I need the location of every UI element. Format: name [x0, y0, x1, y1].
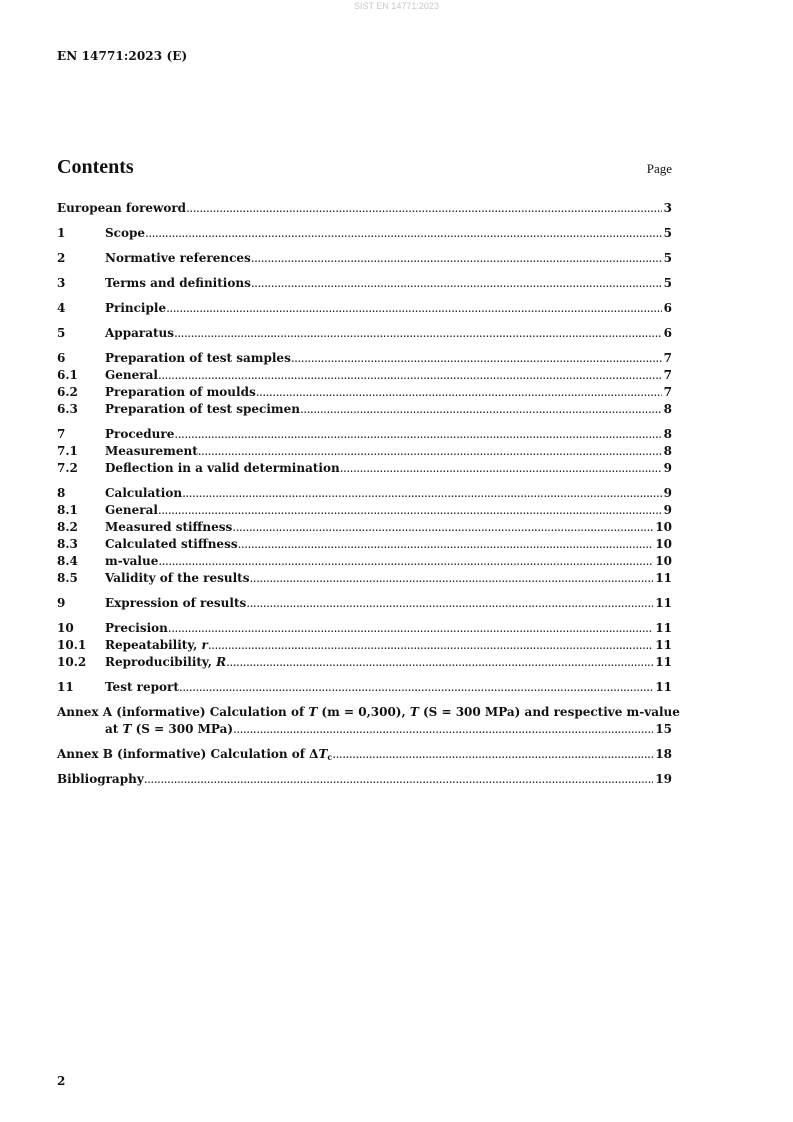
dot-leader	[166, 300, 662, 317]
annex-a-title-mid: (m = 0,300),	[317, 705, 410, 719]
toc-section-number: 9	[57, 596, 66, 610]
toc-entry-title: Calculation	[105, 486, 183, 500]
toc-section-number: 7.1	[57, 444, 78, 458]
toc-entry-title-wrap	[105, 460, 340, 477]
toc-entry[interactable]	[57, 679, 672, 696]
toc-page-number: 9	[663, 503, 672, 517]
toc-entry-title-wrap	[105, 401, 300, 418]
toc-entry-title: Principle	[105, 301, 167, 315]
toc-entry-title-wrap	[105, 325, 174, 342]
toc-entry[interactable]	[57, 620, 672, 637]
toc-entry-title-wrap	[57, 200, 186, 217]
toc-entry-title: Bibliography	[57, 772, 144, 786]
toc-page-number: 7	[663, 351, 672, 365]
toc-entry-title: General	[105, 503, 158, 517]
dot-leader	[291, 350, 662, 367]
annex-a-title-end: (S = 300 MPa) and respective m-value	[418, 705, 680, 719]
toc-section-number: 10.1	[57, 638, 87, 652]
toc-entry[interactable]	[57, 275, 672, 292]
toc-page-number: 11	[655, 680, 672, 694]
toc-section-number: 7	[57, 427, 66, 441]
page-number: 2	[57, 1074, 66, 1088]
toc-entry-title-wrap	[105, 225, 145, 242]
toc-entry-title: Apparatus	[105, 326, 174, 340]
toc-page-number: 6	[663, 326, 672, 340]
annex-a-symbol-t: T	[409, 705, 419, 719]
toc-entry-symbol: r	[201, 638, 208, 652]
toc-entry-title-wrap	[105, 620, 168, 637]
toc-page-number: 9	[663, 486, 672, 500]
toc-section-number: 2	[57, 251, 66, 265]
dot-leader	[249, 570, 653, 587]
annex-b-title-prefix: Annex B (informative) Calculation of Δ	[57, 747, 319, 761]
toc-entry-title-wrap	[105, 485, 182, 502]
toc-entry[interactable]	[57, 485, 672, 502]
toc-page-number: 11	[655, 621, 672, 635]
toc-entry-title-wrap	[105, 367, 158, 384]
contents-title: Contents	[57, 156, 134, 178]
toc-entry-title: Precision	[105, 621, 168, 635]
toc-entry[interactable]	[57, 553, 672, 570]
dot-leader	[232, 519, 653, 536]
toc-section-number: 8.5	[57, 571, 78, 585]
dot-leader	[238, 536, 654, 553]
toc-section-number: 6.3	[57, 402, 78, 416]
toc-page-number: 3	[663, 201, 672, 215]
toc-section-number: 8.2	[57, 520, 78, 534]
dot-leader	[246, 595, 653, 612]
toc-page-number: 5	[663, 251, 672, 265]
toc-page-number: 11	[655, 638, 672, 652]
toc-page-number: 5	[663, 226, 672, 240]
toc-entry-title-wrap	[105, 300, 166, 317]
toc-section-number: 8	[57, 486, 66, 500]
toc-section-number: 6.2	[57, 385, 78, 399]
dot-leader	[251, 250, 662, 267]
toc-entry-title-wrap	[105, 350, 291, 367]
toc-entry[interactable]	[57, 401, 672, 418]
dot-leader	[332, 746, 653, 763]
toc-entry[interactable]	[57, 595, 672, 612]
toc-entry[interactable]	[57, 350, 672, 367]
toc-page-number: 11	[655, 596, 672, 610]
document-id: EN 14771:2023 (E)	[57, 49, 188, 63]
toc-section-number: 3	[57, 276, 66, 290]
toc-entry-title: Normative references	[105, 251, 251, 265]
toc-entry-title-wrap	[105, 570, 249, 587]
toc-section-number: 8.3	[57, 537, 78, 551]
toc-entry[interactable]	[57, 570, 672, 587]
toc-entry-title-wrap	[105, 637, 208, 654]
toc-page-number: 8	[663, 427, 672, 441]
toc-entry[interactable]	[57, 200, 672, 217]
toc-entry-title: Expression of results	[105, 596, 247, 610]
toc-entry-title: Preparation of test specimen	[105, 402, 300, 416]
toc-entry-annex-a[interactable]	[57, 704, 680, 738]
toc-entry-title-wrap	[105, 426, 174, 443]
toc-section-number: 10.2	[57, 655, 87, 669]
toc-section-number: 8.4	[57, 554, 78, 568]
toc-page-number: 7	[663, 368, 672, 382]
dot-leader	[144, 771, 654, 788]
toc-page-number: 10	[655, 520, 672, 534]
table-of-contents	[57, 200, 680, 788]
toc-section-number: 5	[57, 326, 66, 340]
toc-entry-title: General	[105, 368, 158, 382]
toc-entry-symbol: R	[216, 655, 227, 669]
toc-section-number: 8.1	[57, 503, 78, 517]
toc-entry-title-wrap	[105, 679, 179, 696]
toc-page-number: 9	[663, 461, 672, 475]
toc-entry-title: Reproducibility,	[105, 655, 217, 669]
toc-entry-title: Repeatability,	[105, 638, 202, 652]
toc-entry-title: Calculated stiffness	[105, 537, 238, 551]
toc-entry-title: Terms and definitions	[105, 276, 251, 290]
dot-leader	[186, 200, 662, 217]
toc-entry-title-wrap	[105, 250, 251, 267]
toc-entry-title-wrap	[105, 553, 158, 570]
toc-page-number: 18	[655, 747, 672, 761]
dot-leader	[158, 367, 662, 384]
toc-page-number: 11	[655, 571, 672, 585]
dot-leader	[168, 620, 653, 637]
toc-entry[interactable]	[57, 519, 672, 536]
dot-leader	[158, 502, 662, 519]
toc-entry-title-wrap	[105, 384, 256, 401]
annex-a-line2-rest: (S = 300 MPa)	[131, 722, 234, 736]
toc-entry[interactable]	[57, 300, 672, 317]
annex-b-symbol-t: T	[318, 747, 328, 761]
toc-entry-title: Test report	[105, 680, 179, 694]
toc-page-number: 10	[655, 554, 672, 568]
dot-leader	[226, 654, 653, 671]
toc-page-number: 6	[663, 301, 672, 315]
toc-section-number: 10	[57, 621, 74, 635]
toc-page-number: 8	[663, 444, 672, 458]
dot-leader	[300, 401, 662, 418]
toc-section-number: 6	[57, 351, 66, 365]
toc-entry-title: Measurement	[105, 444, 198, 458]
toc-entry[interactable]	[57, 250, 672, 267]
toc-entry-title-wrap	[105, 536, 238, 553]
toc-entry[interactable]	[57, 654, 672, 671]
toc-page-number: 5	[663, 276, 672, 290]
toc-entry[interactable]	[57, 502, 672, 519]
toc-page-number: 7	[663, 385, 672, 399]
dot-leader	[145, 225, 662, 242]
toc-entry-annex-b[interactable]	[57, 746, 672, 763]
toc-entry-bibliography[interactable]	[57, 771, 672, 788]
dot-leader	[208, 637, 653, 654]
annex-a-title-prefix: Annex A (informative) Calculation of	[57, 705, 309, 719]
toc-page-number: 10	[655, 537, 672, 551]
toc-entry-title: Validity of the results	[105, 571, 250, 585]
toc-section-number: 1	[57, 226, 66, 240]
toc-section-number: 6.1	[57, 368, 78, 382]
toc-page-number: 11	[655, 655, 672, 669]
toc-entry-title: Procedure	[105, 427, 175, 441]
page-column-label: Page	[646, 161, 672, 176]
annex-a-symbol-t: T	[122, 722, 132, 736]
toc-entry[interactable]	[57, 367, 672, 384]
dot-leader	[158, 553, 653, 570]
toc-entry-title: Deflection in a valid determination	[105, 461, 340, 475]
toc-entry[interactable]	[57, 536, 672, 553]
toc-entry[interactable]	[57, 426, 672, 443]
toc-entry-title-wrap	[105, 443, 198, 460]
toc-section-number: 7.2	[57, 461, 78, 475]
toc-entry-title-wrap	[105, 519, 232, 536]
annex-a-line2-prefix: at	[105, 722, 123, 736]
annex-b-subscript: c	[327, 752, 333, 762]
dot-leader	[251, 275, 662, 292]
dot-leader	[340, 460, 662, 477]
toc-entry-title: European foreword	[57, 201, 187, 215]
dot-leader	[174, 325, 662, 342]
dot-leader	[233, 721, 653, 738]
toc-entry[interactable]	[57, 225, 672, 242]
dot-leader	[256, 384, 662, 401]
toc-entry[interactable]	[57, 443, 672, 460]
toc-section-number: 11	[57, 680, 74, 694]
toc-entry-title-wrap	[105, 502, 158, 519]
toc-entry-title: Preparation of moulds	[105, 385, 256, 399]
toc-page-number: 19	[655, 772, 672, 786]
toc-entry-title-wrap	[105, 654, 226, 671]
watermark: SIST EN 14771:2023	[354, 1, 439, 11]
toc-entry-title-wrap	[105, 595, 246, 612]
toc-page-number: 15	[655, 722, 672, 736]
toc-entry-title: Measured stiffness	[105, 520, 233, 534]
toc-entry[interactable]	[57, 460, 672, 477]
toc-entry-title-wrap	[105, 275, 251, 292]
toc-entry-title: m-value	[105, 554, 159, 568]
toc-entry[interactable]	[57, 325, 672, 342]
dot-leader	[182, 485, 662, 502]
annex-a-symbol-t: T	[308, 705, 318, 719]
toc-section-number: 4	[57, 301, 66, 315]
toc-entry-title: Preparation of test samples	[105, 351, 291, 365]
dot-leader	[198, 443, 662, 460]
toc-entry-title: Scope	[105, 226, 146, 240]
dot-leader	[179, 679, 653, 696]
dot-leader	[174, 426, 661, 443]
toc-page-number: 8	[663, 402, 672, 416]
toc-entry[interactable]	[57, 384, 672, 401]
toc-entry[interactable]	[57, 637, 672, 654]
